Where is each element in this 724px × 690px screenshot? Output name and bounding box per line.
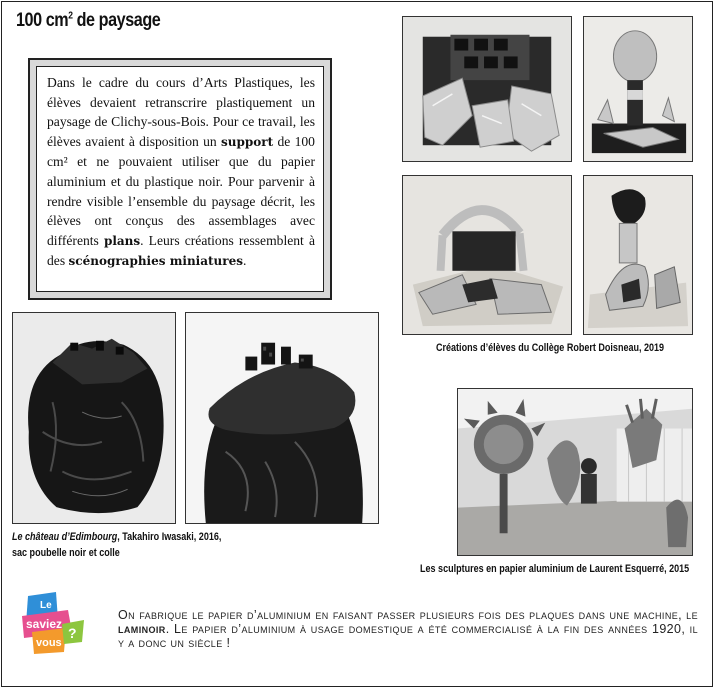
iwasaki-photo-bag xyxy=(12,312,176,524)
student-photo-2 xyxy=(583,16,693,162)
saviez-vous-badge xyxy=(18,590,86,658)
students-caption: Créations d’élèves du Collège Robert Doisneau, 2019 xyxy=(436,342,665,354)
student-photo-3 xyxy=(402,175,572,335)
badge-saviez: saviez xyxy=(26,617,63,631)
badge-vous: vous xyxy=(36,637,62,649)
iwasaki-photo-castle xyxy=(185,312,379,524)
iwasaki-caption-line2: sac poubelle noir et colle xyxy=(12,547,120,559)
fun-fact: On fabrique le papier d’aluminium en faisant passer plusieurs fois des plaques dans une machine, le laminoir. Le papier d’aluminium à usage domestique a été commercialisé à la fin des années 1920, il y a donc un siècle ! xyxy=(118,608,698,650)
intro-text: Dans le cadre du cours d’Arts Plastiques, les élèves devaient retranscrire plastiquement un paysage de Clichy-sous-Bois. Pour ce travail, les élèves avaient à disposition un support de 100 cm² et ne pouvaient utiliser que du papier aluminium et du plastique noir. Pour parvenir à rendre visible l’ensemble du paysage décrit, les élèves ont conçus des assemblages avec différents plans. Leurs créations ressemblent à des scénographies miniatures. xyxy=(36,66,324,292)
badge-question-mark: ? xyxy=(68,625,77,641)
student-photo-1 xyxy=(402,16,572,162)
page-title: 100 $cm^2$ de paysage xyxy=(16,10,161,31)
badge-le: Le xyxy=(40,600,52,611)
esquerre-caption: Les sculptures en papier aluminium de Laurent Esquerré, 2015 xyxy=(420,563,690,575)
iwasaki-caption-line1: Le château d’Edimbourg, Takahiro Iwasaki, 2016, xyxy=(12,531,222,543)
student-photo-4 xyxy=(583,175,693,335)
esquerre-photo xyxy=(457,388,693,556)
intro-box xyxy=(28,58,332,300)
